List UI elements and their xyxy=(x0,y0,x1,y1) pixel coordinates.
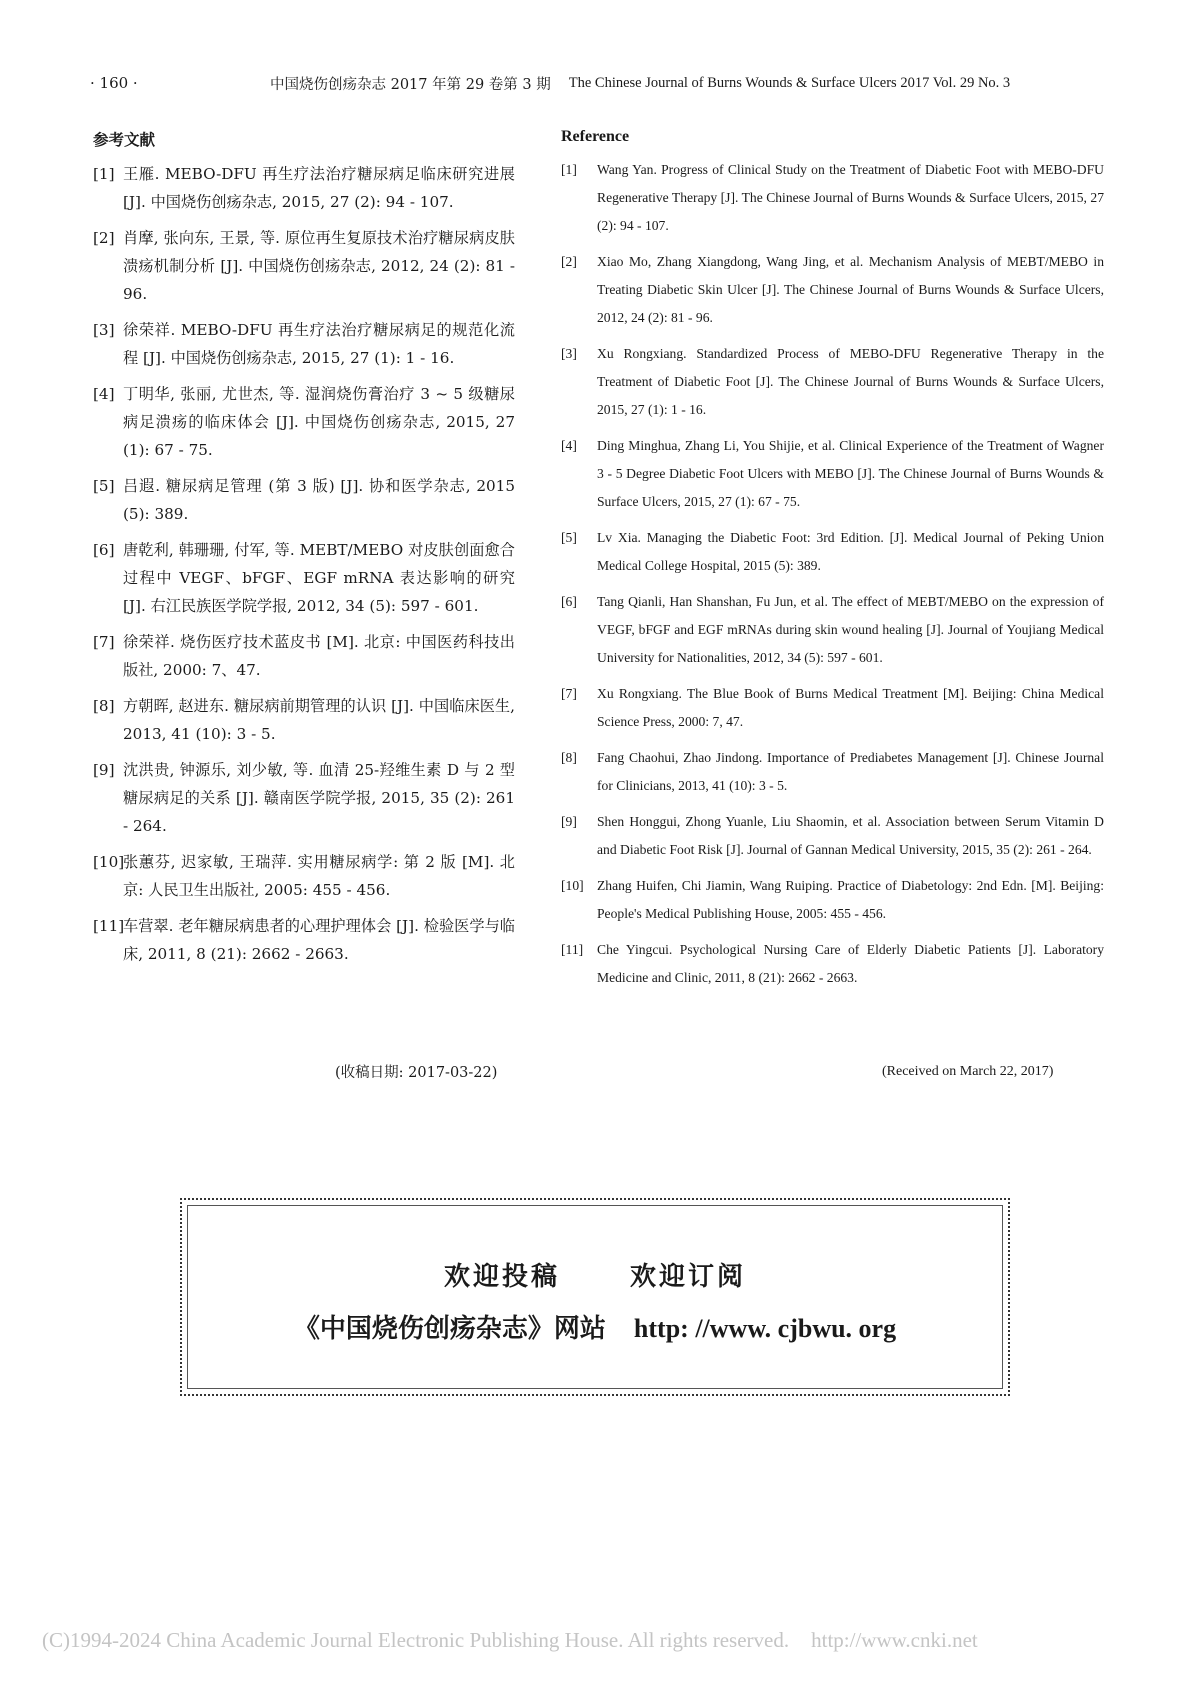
references-en-column xyxy=(561,128,1104,1000)
reference-text: 沈洪贵, 钟源乐, 刘少敏, 等. 血清 25-羟维生素 D 与 2 型糖尿病足的关系 [J]. 赣南医学院学报, 2015, 35 (2): 261 - 264. xyxy=(123,761,515,835)
reference-item xyxy=(561,432,1104,516)
reference-number: [8] xyxy=(93,697,115,715)
references-cn-column xyxy=(93,128,515,976)
reference-item xyxy=(561,156,1104,240)
reference-item xyxy=(93,160,515,216)
reference-number: [4] xyxy=(561,438,577,453)
reference-text: 肖摩, 张向东, 王景, 等. 原位再生复原技术治疗糖尿病皮肤溃疡机制分析 [J]. 中国烧伤创疡杂志, 2012, 24 (2): 81 - 96. xyxy=(123,229,515,303)
reference-item xyxy=(93,912,515,968)
reference-text: Fang Chaohui, Zhao Jindong. Importance of Prediabetes Management [J]. Chinese Journal for Clinicians, 2013, 41 (10): 3 - 5. xyxy=(597,750,1104,793)
reference-text: 车营翠. 老年糖尿病患者的心理护理体会 [J]. 检验医学与临床, 2011, 8 (21): 2662 - 2663. xyxy=(123,917,515,963)
reference-number: [7] xyxy=(93,633,115,651)
reference-number: [11] xyxy=(93,917,125,935)
reference-number: [1] xyxy=(561,162,577,177)
reference-text: 王雁. MEBO-DFU 再生疗法治疗糖尿病足临床研究进展 [J]. 中国烧伤创疡杂志, 2015, 27 (2): 94 - 107. xyxy=(123,165,515,211)
cnki-footer xyxy=(42,1628,1162,1653)
journal-promo-banner xyxy=(180,1198,1010,1396)
reference-text: Tang Qianli, Han Shanshan, Fu Jun, et al. The effect of MEBT/MEBO on the expression of VEGF, bFGF and EGF mRNAs during skin wound healing [J]. Journal of Youjiang Medical University for Nationalities, 2012, 34 (5): 597 - 601. xyxy=(597,594,1104,665)
website-url: http: //www. cjbwu. org xyxy=(633,1314,897,1343)
reference-number: [2] xyxy=(561,254,577,269)
journal-title-en: The Chinese Journal of Burns Wounds & Surface Ulcers 2017 Vol. 29 No. 3 xyxy=(568,74,1011,91)
reference-text: Xu Rongxiang. Standardized Process of MEBO-DFU Regenerative Therapy in the Treatment of Diabetic Foot [J]. The Chinese Journal of Burns Wounds & Surface Ulcers, 2015, 27 (1): 1 - 16. xyxy=(597,346,1104,417)
received-date-en: (Received on March 22, 2017) xyxy=(882,1064,1054,1079)
reference-text: Wang Yan. Progress of Clinical Study on the Treatment of Diabetic Foot with MEBO-DFU Regenerative Therapy [J]. The Chinese Journal of Burns Wounds & Surface Ulcers, 2015, 27 (2): 94 - 107. xyxy=(597,162,1104,233)
reference-item xyxy=(93,472,515,528)
welcome-submit-text: 欢迎投稿 xyxy=(443,1262,560,1292)
reference-item xyxy=(93,380,515,464)
reference-item xyxy=(93,628,515,684)
received-date-cn: (收稿日期: 2017-03-22) xyxy=(335,1065,498,1081)
reference-item xyxy=(93,224,515,308)
reference-number: [10] xyxy=(93,853,125,871)
reference-text: Shen Honggui, Zhong Yuanle, Liu Shaomin, et al. Association between Serum Vitamin D and Diabetic Foot Risk [J]. Journal of Gannan Medical University, 2015, 35 (2): 261 - 264. xyxy=(597,814,1104,857)
reference-number: [4] xyxy=(93,385,115,403)
reference-item xyxy=(93,756,515,840)
reference-text: Xiao Mo, Zhang Xiangdong, Wang Jing, et al. Mechanism Analysis of MEBT/MEBO in Treating Diabetic Skin Ulcer [J]. The Chinese Journal of Burns Wounds & Surface Ulcers, 2012, 24 (2): 81 - 96. xyxy=(597,254,1104,325)
reference-number: [2] xyxy=(93,229,115,247)
reference-text: 徐荣祥. 烧伤医疗技术蓝皮书 [M]. 北京: 中国医药科技出版社, 2000: 7、47. xyxy=(123,633,515,679)
reference-number: [9] xyxy=(561,814,577,829)
reference-text: 张蕙芬, 迟家敏, 王瑞萍. 实用糖尿病学: 第 2 版 [M]. 北京: 人民卫生出版社, 2005: 455 - 456. xyxy=(123,853,515,899)
reference-item xyxy=(561,808,1104,864)
reference-number: [8] xyxy=(561,750,577,765)
running-header xyxy=(90,70,1100,96)
reference-item xyxy=(561,680,1104,736)
reference-number: [6] xyxy=(93,541,115,559)
reference-item xyxy=(561,936,1104,992)
reference-text: Xu Rongxiang. The Blue Book of Burns Medical Treatment [M]. Beijing: China Medical Science Press, 2000: 7, 47. xyxy=(597,686,1104,729)
reference-number: [6] xyxy=(561,594,577,609)
references-en-list xyxy=(561,156,1104,992)
reference-item xyxy=(93,316,515,372)
reference-number: [7] xyxy=(561,686,577,701)
references-cn-title: 参考文献 xyxy=(93,130,156,149)
website-label: 《中国烧伤创疡杂志》网站 xyxy=(293,1314,606,1344)
reference-text: 方朝晖, 赵进东. 糖尿病前期管理的认识 [J]. 中国临床医生, 2013, 41 (10): 3 - 5. xyxy=(123,697,515,743)
reference-number: [5] xyxy=(561,530,577,545)
reference-text: 吕遐. 糖尿病足管理 (第 3 版) [J]. 协和医学杂志, 2015 (5): 389. xyxy=(123,477,515,523)
references-en-title: Reference xyxy=(561,128,630,145)
reference-item xyxy=(561,588,1104,672)
reference-item xyxy=(561,744,1104,800)
reference-number: [3] xyxy=(561,346,577,361)
reference-item xyxy=(93,536,515,620)
reference-item xyxy=(561,248,1104,332)
page-number: · 160 · xyxy=(90,74,138,92)
reference-number: [5] xyxy=(93,477,115,495)
reference-text: Ding Minghua, Zhang Li, You Shijie, et al. Clinical Experience of the Treatment of Wagner 3 - 5 Degree Diabetic Foot Ulcers with MEBO [J]. The Chinese Journal of Burns Wounds & Surface Ulcers, 2015, 27 (1): 67 - 75. xyxy=(597,438,1104,509)
copyright-text: (C)1994-2024 China Academic Journal Electronic Publishing House. All rights reserved. xyxy=(42,1628,790,1652)
reference-text: 唐乾利, 韩珊珊, 付军, 等. MEBT/MEBO 对皮肤创面愈合过程中 VEGF、bFGF、EGF mRNA 表达影响的研究 [J]. 右江民族医学院学报, 2012, 34 (5): 597 - 601. xyxy=(123,541,515,615)
reference-number: [3] xyxy=(93,321,115,339)
reference-item xyxy=(561,340,1104,424)
references-cn-list xyxy=(93,160,515,968)
reference-number: [10] xyxy=(561,878,584,893)
reference-text: Zhang Huifen, Chi Jiamin, Wang Ruiping. Practice of Diabetology: 2nd Edn. [M]. Beijing: People's Medical Publishing House, 2005: 455 - 456. xyxy=(597,878,1104,921)
journal-title-cn: 中国烧伤创疡杂志 2017 年第 29 卷第 3 期 xyxy=(270,76,551,93)
banner-welcome-line xyxy=(182,1256,1008,1293)
reference-text: Lv Xia. Managing the Diabetic Foot: 3rd Edition. [J]. Medical Journal of Peking Union Medical College Hospital, 2015 (5): 389. xyxy=(597,530,1104,573)
banner-website-line xyxy=(182,1308,1008,1345)
reference-number: [11] xyxy=(561,942,584,957)
reference-number: [9] xyxy=(93,761,115,779)
reference-text: Che Yingcui. Psychological Nursing Care of Elderly Diabetic Patients [J]. Laboratory Medicine and Clinic, 2011, 8 (21): 2662 - 2663. xyxy=(597,942,1104,985)
cnki-url: http://www.cnki.net xyxy=(811,1628,978,1652)
reference-number: [1] xyxy=(93,165,115,183)
reference-item xyxy=(561,524,1104,580)
reference-item xyxy=(93,848,515,904)
reference-text: 徐荣祥. MEBO-DFU 再生疗法治疗糖尿病足的规范化流程 [J]. 中国烧伤创疡杂志, 2015, 27 (1): 1 - 16. xyxy=(123,321,515,367)
reference-text: 丁明华, 张丽, 尤世杰, 等. 湿润烧伤膏治疗 3 ~ 5 级糖尿病足溃疡的临床体会 [J]. 中国烧伤创疡杂志, 2015, 27 (1): 67 - 75. xyxy=(123,385,515,459)
reference-item xyxy=(561,872,1104,928)
welcome-subscribe-text: 欢迎订阅 xyxy=(630,1262,747,1292)
reference-item xyxy=(93,692,515,748)
